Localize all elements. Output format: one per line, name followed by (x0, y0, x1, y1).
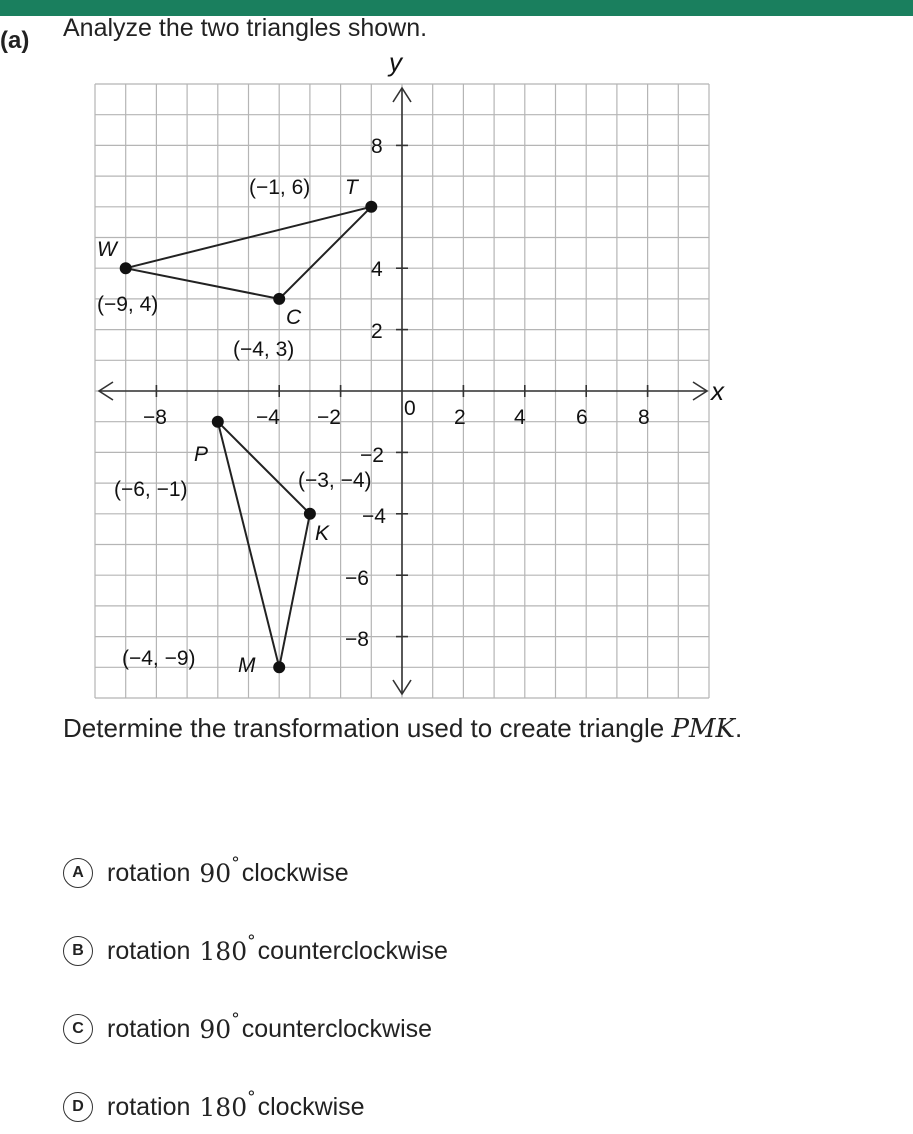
y-tick-label: −8 (345, 628, 369, 651)
degree-symbol: ° (247, 932, 256, 952)
choice-prefix: rotation (107, 1092, 191, 1121)
choice-b[interactable] (63, 934, 448, 968)
choice-prefix: rotation (107, 858, 191, 887)
segment-km (279, 514, 310, 668)
y-tick-label: 8 (371, 135, 383, 158)
coord-label-t: (−1, 6) (249, 176, 311, 199)
question-suffix: . (734, 713, 743, 743)
y-tick-label: −4 (362, 505, 386, 528)
coord-label-k: (−3, −4) (298, 469, 372, 492)
x-axis-label: x (711, 376, 724, 406)
point-c (273, 293, 285, 305)
point-label-p: P (194, 443, 209, 466)
x-tick-label: −2 (317, 406, 341, 429)
choice-letter: D (63, 1092, 93, 1122)
question-text (63, 713, 742, 744)
x-tick-label: −8 (143, 406, 167, 429)
choice-angle: 180 (199, 936, 248, 966)
question-math: PMK (671, 714, 735, 744)
coord-label-w: (−9, 4) (97, 293, 159, 316)
axes (99, 88, 707, 694)
y-tick-label: 4 (371, 258, 383, 281)
point-label-t: T (345, 176, 358, 199)
point-w (120, 262, 132, 274)
y-tick-label: −2 (360, 444, 384, 467)
choice-letter: C (63, 1014, 93, 1044)
point-label-w: W (97, 238, 117, 261)
choice-direction: counterclockwise (257, 936, 448, 965)
y-tick-label: −6 (345, 567, 369, 590)
x-tick-label: 8 (638, 406, 650, 429)
choice-direction: clockwise (241, 858, 349, 887)
choice-c[interactable] (63, 1012, 432, 1046)
x-tick-label: 2 (454, 406, 466, 429)
coord-label-c: (−4, 3) (233, 338, 295, 361)
choice-letter: B (63, 936, 93, 966)
degree-symbol: ° (231, 854, 240, 874)
y-tick-label: 2 (371, 320, 383, 343)
choice-prefix: rotation (107, 1014, 191, 1043)
x-tick-label: 4 (514, 406, 526, 429)
x-tick-label: 0 (404, 397, 416, 420)
coord-label-p: (−6, −1) (114, 478, 188, 501)
choice-direction: counterclockwise (241, 1014, 433, 1043)
choice-angle: 90 (199, 1014, 232, 1044)
choice-angle: 90 (199, 858, 232, 888)
point-t (365, 201, 377, 213)
point-k (304, 508, 316, 520)
problem-prompt: Analyze the two triangles shown. (63, 14, 428, 42)
choice-prefix: rotation (107, 936, 191, 965)
choice-a[interactable] (63, 856, 349, 890)
point-label-k: K (315, 522, 330, 545)
choice-angle: 180 (199, 1092, 248, 1122)
degree-symbol: ° (247, 1088, 256, 1108)
choice-letter: A (63, 858, 93, 888)
point-label-m: M (238, 654, 256, 677)
choice-d[interactable] (63, 1090, 365, 1124)
question-prefix: Determine the transformation used to create triangle (63, 713, 672, 743)
point-p (212, 416, 224, 428)
degree-symbol: ° (231, 1010, 240, 1030)
x-tick-label: −4 (256, 406, 280, 429)
segment-pk (218, 422, 310, 514)
segment-tc (279, 207, 371, 299)
point-label-c: C (286, 306, 302, 329)
y-axis-label: y (389, 47, 402, 77)
coordinate-graph (0, 40, 913, 710)
part-label: (a) (0, 27, 30, 54)
x-tick-label: 6 (576, 406, 588, 429)
choice-direction: clockwise (257, 1092, 365, 1121)
point-m (273, 661, 285, 673)
coord-label-m: (−4, −9) (122, 647, 196, 670)
